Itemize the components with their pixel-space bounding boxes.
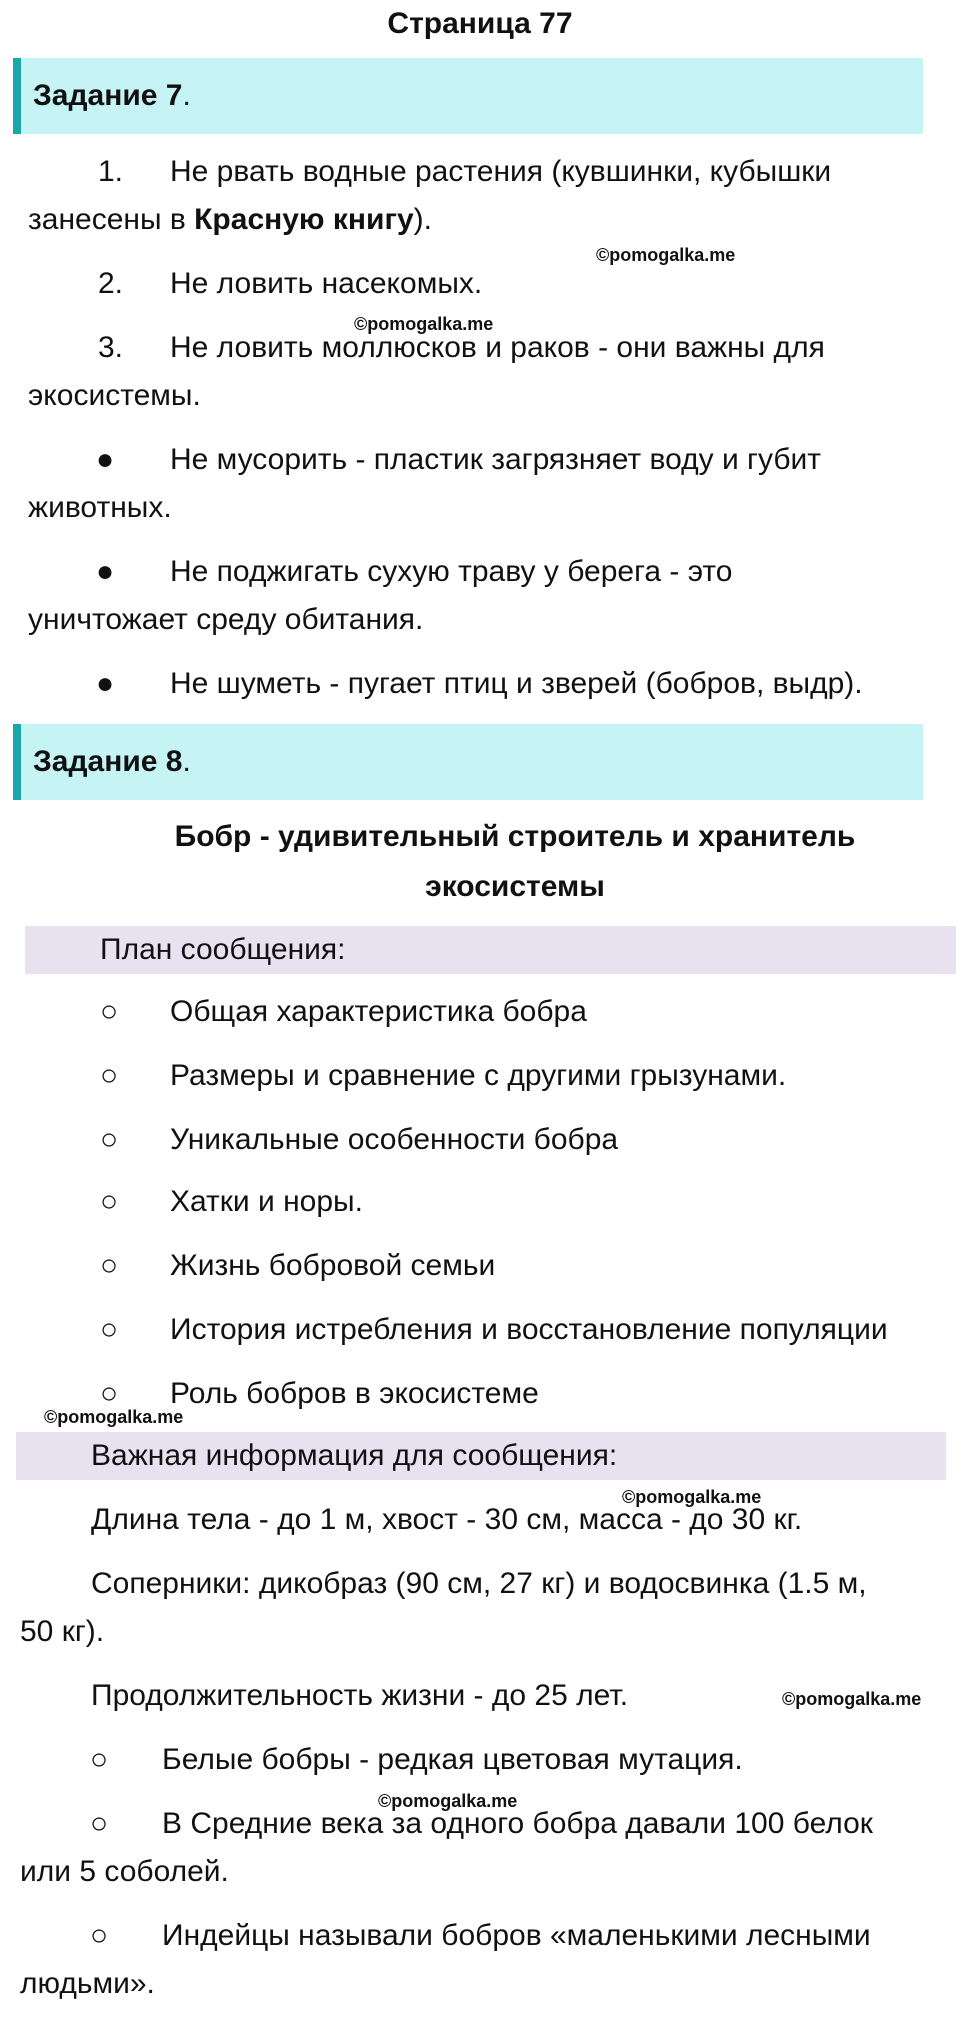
info-paragraph: Соперники: дикобраз (90 см, 27 кг) и водосвинка (1.5 м, xyxy=(91,1567,867,1600)
plan-marker: ○ xyxy=(100,1313,119,1346)
list-marker: 2. xyxy=(98,267,124,300)
plan-heading: План сообщения: xyxy=(100,933,346,966)
watermark: ©pomogalka.me xyxy=(354,314,494,334)
info-paragraph: Длина тела - до 1 м, хвост - 30 см, масса - до 30 кг. xyxy=(91,1503,803,1536)
task-8-label: Задание 8 xyxy=(33,745,183,778)
fact-item: В Средние века за одного бобра давали 100 белок xyxy=(162,1807,873,1840)
list-item: Не рвать водные растения (кувшинки, кубышки xyxy=(170,155,832,188)
fact-item-continuation: или 5 соболей. xyxy=(20,1855,229,1888)
fact-marker: ○ xyxy=(90,1743,109,1776)
fact-marker: ○ xyxy=(90,1807,109,1840)
plan-marker: ○ xyxy=(100,1185,119,1218)
plan-item: Жизнь бобровой семьи xyxy=(170,1249,496,1282)
plan-marker: ○ xyxy=(100,1123,119,1156)
plan-item: Уникальные особенности бобра xyxy=(170,1123,619,1156)
list-marker: 3. xyxy=(98,331,124,364)
plan-item: Общая характеристика бобра xyxy=(170,995,587,1028)
list-item: Не мусорить - пластик загрязняет воду и губит xyxy=(170,443,822,476)
info-paragraph: Продолжительность жизни - до 25 лет. xyxy=(91,1679,629,1712)
plan-marker: ○ xyxy=(100,995,119,1028)
watermark: ©pomogalka.me xyxy=(378,1791,518,1811)
list-item: Не ловить моллюсков и раков - они важны для xyxy=(170,331,825,364)
plan-marker: ○ xyxy=(100,1059,119,1092)
list-item-continuation xyxy=(28,200,432,240)
info-heading: Важная информация для сообщения: xyxy=(91,1439,618,1472)
plan-marker: ○ xyxy=(100,1377,119,1410)
report-title-line1: Бобр - удивительный строитель и хранитель xyxy=(174,820,856,853)
fact-item-continuation: людьми». xyxy=(20,1967,155,2000)
task-8-punct: . xyxy=(182,745,191,778)
plan-item: Размеры и сравнение с другими грызунами. xyxy=(170,1059,787,1092)
fact-item: Белые бобры - редкая цветовая мутация. xyxy=(162,1743,743,1776)
task-7-header xyxy=(13,58,923,134)
bullet-marker: ● xyxy=(96,443,115,476)
info-paragraph-continuation: 50 кг). xyxy=(20,1615,105,1648)
task-7-punct: . xyxy=(182,79,191,112)
list-item-continuation: животных. xyxy=(28,491,172,524)
list-marker: 1. xyxy=(98,155,124,188)
plan-item: Роль бобров в экосистеме xyxy=(170,1377,539,1410)
plan-item: История истребления и восстановление популяции xyxy=(170,1313,888,1346)
watermark: ©pomogalka.me xyxy=(44,1407,184,1427)
bullet-marker: ● xyxy=(96,667,115,700)
list-item-continuation: уничтожает среду обитания. xyxy=(28,603,424,636)
report-title-line2: экосистемы xyxy=(425,870,605,903)
list-item: Не поджигать сухую траву у берега - это xyxy=(170,555,733,588)
fact-marker: ○ xyxy=(90,1919,109,1952)
list-item: Не шуметь - пугает птиц и зверей (бобров, выдр). xyxy=(170,667,863,700)
red-book-bold: Красную книгу xyxy=(194,203,414,236)
task-8-header xyxy=(13,724,923,800)
watermark: ©pomogalka.me xyxy=(596,245,736,265)
bullet-marker: ● xyxy=(96,555,115,588)
list-item: Не ловить насекомых. xyxy=(170,267,483,300)
page-title: Страница 77 xyxy=(387,7,573,40)
fact-item: Индейцы называли бобров «маленькими лесными xyxy=(162,1919,871,1952)
plan-marker: ○ xyxy=(100,1249,119,1282)
plan-item: Хатки и норы. xyxy=(170,1185,363,1218)
watermark: ©pomogalka.me xyxy=(782,1689,922,1709)
text-span: ). xyxy=(413,203,432,236)
task-7-label: Задание 7 xyxy=(33,79,183,112)
watermark: ©pomogalka.me xyxy=(622,1487,762,1507)
text-span: занесены в xyxy=(28,203,195,236)
list-item-continuation: экосистемы. xyxy=(28,379,201,412)
